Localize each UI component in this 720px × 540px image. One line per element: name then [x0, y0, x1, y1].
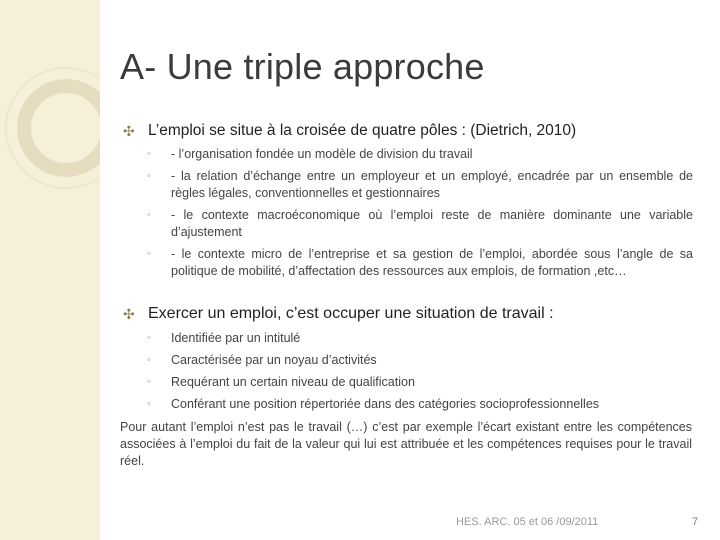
list-item-text: Conférant une position répertoriée dans des catégories socioprofessionnelles [171, 397, 600, 411]
list-item [147, 330, 693, 347]
list-item [147, 207, 693, 241]
list-item [147, 146, 693, 163]
page-number: 7 [692, 516, 699, 528]
list-item-text: - le contexte micro de l’entreprise et sa gestion de l’emploi, abordée sous l’angle de sa politique de mobilité, d’affectation des ressources aux emplois, de formation ,etc… [171, 247, 693, 278]
list-item [147, 374, 693, 391]
closing-paragraph: Pour autant l’emploi n’est pas le travail (…) c’est par exemple l’écart existant entre les compétences associées à l’emploi du fait de la valeur qui lui est attribuée et les compétences requises pour le travail réel. [120, 420, 692, 468]
small-dot-icon: ◦ [147, 209, 151, 221]
list-item-text: Caractérisée par un noyau d’activités [171, 353, 377, 367]
decorative-ring-icon [0, 0, 100, 540]
list-item-text: - la relation d’échange entre un employeur et un employé, encadrée par un ensemble de règles légales, conventionnelles et gestionnaires [171, 169, 693, 200]
cross-ornament-icon: ✣ [123, 123, 135, 139]
small-dot-icon: ◦ [147, 248, 151, 260]
list-item-text: - l’organisation fondée un modèle de division du travail [171, 147, 473, 161]
small-dot-icon: ◦ [147, 354, 151, 366]
small-dot-icon: ◦ [147, 398, 151, 410]
section-1-heading [123, 121, 577, 140]
list-item [147, 352, 693, 369]
section-2-heading [123, 304, 554, 323]
list-item [147, 168, 693, 202]
list-item [147, 396, 693, 413]
section-2-heading-text: Exercer un emploi, c’est occuper une situation de travail : [148, 305, 554, 322]
section-1-heading-text: L’emploi se situe à la croisée de quatre pôles : (Dietrich, 2010) [148, 122, 577, 139]
list-item [147, 246, 693, 280]
small-dot-icon: ◦ [147, 148, 151, 160]
list-item-text: Identifiée par un intitulé [171, 331, 301, 345]
cross-ornament-icon: ✣ [123, 306, 135, 322]
small-dot-icon: ◦ [147, 170, 151, 182]
decorative-side-band [0, 0, 100, 540]
side-divider [100, 0, 103, 540]
small-dot-icon: ◦ [147, 332, 151, 344]
list-item-text: Requérant un certain niveau de qualification [171, 375, 415, 389]
footer-text: HES. ARC. 05 et 06 /09/2011 [456, 516, 599, 528]
list-item-text: - le contexte macroéconomique où l’emploi reste de manière dominante une variable d’ajustement [171, 208, 693, 239]
small-dot-icon: ◦ [147, 376, 151, 388]
slide-title: A- Une triple approche [120, 46, 485, 87]
